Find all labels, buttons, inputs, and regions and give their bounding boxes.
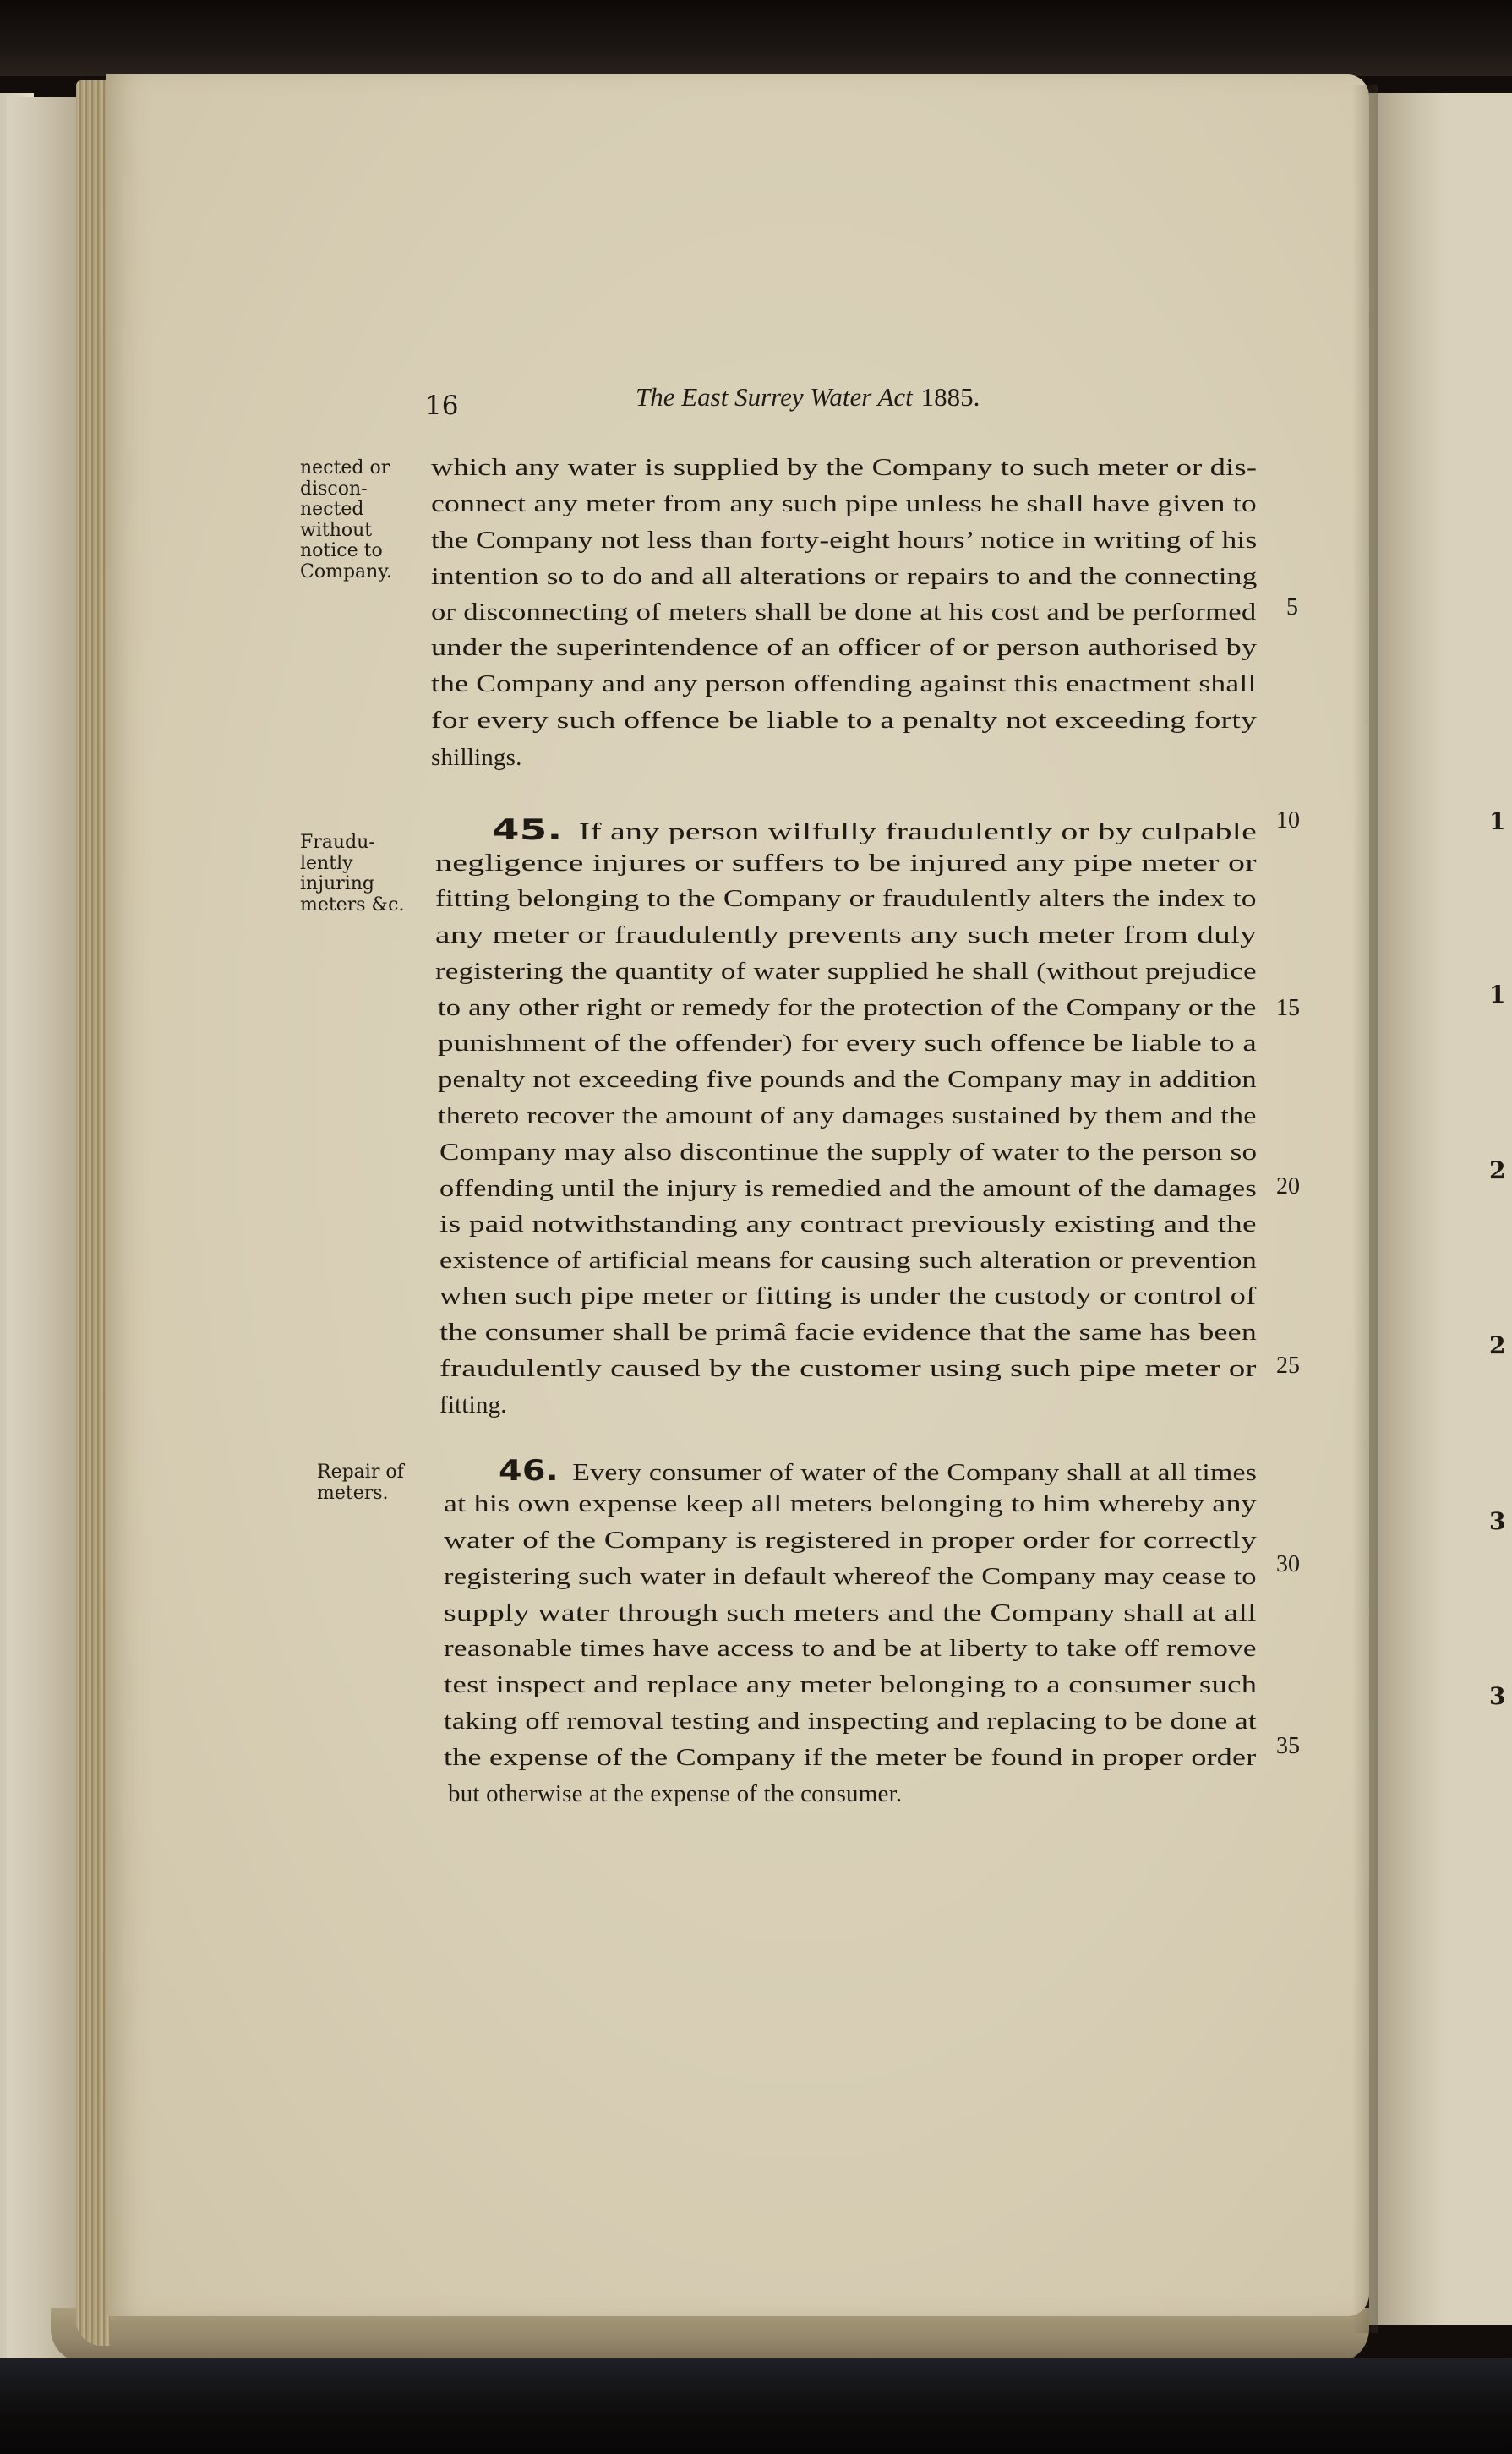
underlying-page-left-2 <box>7 97 79 2363</box>
text-line: If any person wilfully fraudulently or by culpable <box>578 818 1258 845</box>
text-line: the Company and any person offending against this enactment shall <box>431 670 1257 697</box>
book-cover-cloth-top <box>0 0 1512 76</box>
line-number-35: 35 <box>1276 1733 1300 1759</box>
text-line: which any water is supplied by the Company to such meter or dis- <box>431 454 1258 481</box>
line-number-5: 5 <box>1286 594 1298 620</box>
text-line: fitting. <box>439 1391 507 1418</box>
text-line: is paid notwithstanding any contract previously existing and the <box>439 1211 1257 1238</box>
section-number-46: 46. <box>499 1454 559 1488</box>
facing-page-line-number: 3 <box>1489 1682 1506 1710</box>
gutter-shadow <box>1352 85 1378 2333</box>
facing-page-line-number: 1 <box>1489 807 1506 835</box>
margin-note-repair-of-meters: Repair of meters. <box>317 1462 404 1504</box>
text-line: penalty not exceeding five pounds and the Company may in addition <box>438 1066 1257 1093</box>
text-line: offending until the injury is remedied and the amount of the damages <box>439 1175 1257 1202</box>
text-line: the consumer shall be primâ facie evidence that the same has been <box>439 1319 1258 1346</box>
book-cover-cloth-bottom <box>0 2358 1512 2454</box>
line-number-10: 10 <box>1276 807 1300 833</box>
text-line: Every consumer of water of the Company shall at all times <box>572 1459 1258 1486</box>
text-line: reasonable times have access to and be at liberty to take off remove <box>444 1635 1257 1662</box>
line-number-30: 30 <box>1276 1551 1300 1577</box>
page-edges-stack <box>76 80 110 2346</box>
facing-page-line-number: 1 <box>1489 981 1506 1008</box>
section-46-first-line <box>499 1454 1257 1488</box>
facing-page-line-number: 3 <box>1489 1507 1506 1535</box>
text-line: registering the quantity of water supplied he shall (without prejudice <box>435 958 1257 985</box>
line-number-25: 25 <box>1276 1353 1300 1379</box>
text-line: the Company not less than forty-eight hours’ notice in writing of his <box>431 527 1258 554</box>
text-line: the expense of the Company if the meter be found in proper order <box>444 1744 1257 1771</box>
text-line: fraudulently caused by the customer using such pipe meter or <box>439 1355 1257 1382</box>
text-line: at his own expense keep all meters belonging to him whereby any <box>444 1490 1257 1517</box>
text-line: taking off removal testing and inspecting and replacing to be done at <box>444 1708 1257 1735</box>
text-line: water of the Company is registered in proper order for correctly <box>444 1527 1258 1554</box>
facing-page-right <box>1369 93 1512 2325</box>
facing-page-line-number: 2 <box>1489 1331 1506 1359</box>
text-line: when such pipe meter or fitting is under the custody or control of <box>439 1282 1257 1309</box>
act-year: 1885. <box>920 382 980 412</box>
page-number: 16 <box>425 391 459 421</box>
margin-note-disconnected: nected or discon- nected without notice to Company. <box>300 457 392 582</box>
text-line: for every such offence be liable to a penalty not exceeding forty <box>431 707 1258 734</box>
margin-note-fraudulently-injuring: Fraudu- lently injuring meters &c. <box>300 832 405 915</box>
text-line: any meter or fraudulently prevents any such meter from duly <box>435 921 1258 948</box>
line-number-20: 20 <box>1276 1173 1300 1200</box>
text-line: registering such water in default whereof the Company may cease to <box>444 1563 1257 1590</box>
text-line: or disconnecting of meters shall be done at his cost and be performed <box>431 598 1257 626</box>
text-line: intention so to do and all alterations or repairs to and the connecting <box>431 563 1258 590</box>
text-line: punishment of the offender) for every such offence be liable to a <box>438 1030 1258 1057</box>
text-line: shillings. <box>431 744 522 771</box>
text-line: existence of artificial means for causing such alteration or prevention <box>439 1247 1258 1274</box>
text-line: connect any meter from any such pipe unless he shall have given to <box>431 490 1257 517</box>
facing-page-line-number: 2 <box>1489 1156 1506 1184</box>
text-line: under the superintendence of an officer of or person authorised by <box>431 634 1258 661</box>
text-line: supply water through such meters and the Company shall at all <box>444 1599 1257 1626</box>
text-line: test inspect and replace any meter belonging to a consumer such <box>444 1671 1258 1698</box>
act-title: The East Surrey Water Act <box>636 382 913 412</box>
text-line: but otherwise at the expense of the consumer. <box>448 1780 903 1807</box>
text-line: to any other right or remedy for the protection of the Company or the <box>438 994 1257 1021</box>
text-line: negligence injures or suffers to be injured any pipe meter or <box>435 850 1257 877</box>
text-line: Company may also discontinue the supply of water to the person so <box>439 1139 1258 1166</box>
text-line: fitting belonging to the Company or fraudulently alters the index to <box>435 885 1257 912</box>
running-title <box>636 382 980 413</box>
line-number-15: 15 <box>1276 995 1300 1021</box>
section-number-45: 45. <box>492 813 563 847</box>
text-line: thereto recover the amount of any damages sustained by them and the <box>438 1102 1257 1129</box>
section-45-first-line <box>492 813 1257 847</box>
